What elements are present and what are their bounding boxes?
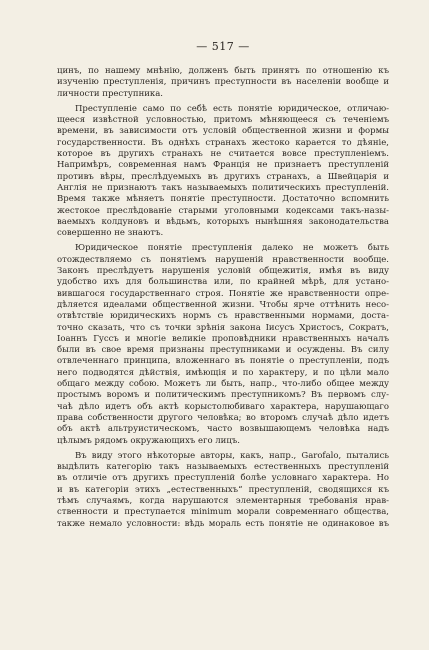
- text-line: времени, въ зависимости отъ условій общественной жизни и формы: [57, 126, 389, 137]
- text-line: дѣляется идеалами общественной жизни. Чтобы ярче оттѣнить несо-: [57, 299, 389, 310]
- text-line: совершенно не знаютъ.: [57, 228, 164, 239]
- text-line: цѣлымъ рядомъ окружающихъ его лицъ.: [57, 435, 240, 446]
- text-line: жестокое преслѣдованіе старыми уголовными кодексами такъ-назы-: [57, 205, 389, 216]
- text-line: щееся извѣстной условностью, притомъ мѣняющееся съ теченіемъ: [57, 115, 389, 126]
- page-body: [57, 66, 389, 530]
- text-line: объ актѣ альтруистическомъ, часто возвышающемъ человѣка надъ: [57, 424, 389, 435]
- text-line: также немало условности: вѣдь мораль есть понятіе не одинаковое въ: [57, 518, 389, 529]
- text-line: Въ виду этого нѣкоторые авторы, какъ, напр., Garofalo, пытались: [75, 450, 389, 461]
- paragraph: [57, 66, 389, 100]
- text-line: удобство ихъ для большинства или, по крайней мѣрѣ, для устано-: [57, 277, 389, 288]
- text-line: личности преступника.: [57, 88, 163, 99]
- text-line: Время также мѣняетъ понятіе преступности. Достаточно вспомнить: [57, 194, 389, 205]
- paragraph: [57, 451, 389, 530]
- text-line: отвлеченнаго принципа, вложеннаго въ понятіе о преступленіи, подъ: [57, 356, 389, 367]
- text-line: права собственности другого человѣка; во второмъ случаѣ дѣло идетъ: [57, 412, 389, 423]
- text-line: точно сказать, что съ точки зрѣнія закона Іисусъ Христосъ, Сократъ,: [57, 322, 389, 333]
- text-line: общаго между собою. Можетъ ли быть, напр., что-либо общее между: [57, 379, 389, 390]
- text-line: тѣмъ случаямъ, когда нарушаются элементарныя требованія нрав-: [57, 495, 389, 506]
- text-line: Іоаннъ Гуссъ и многіе великіе проповѣдники нравственныхъ началъ: [57, 333, 389, 344]
- paragraph: [57, 104, 389, 240]
- text-line: него подводятся дѣйствія, имѣющія и по характеру, и по цѣли мало: [57, 367, 389, 378]
- paragraph: [57, 243, 389, 446]
- page-number: — 517 —: [196, 40, 250, 53]
- text-line: Юридическое понятіе преступленія далеко не можетъ быть: [75, 243, 389, 254]
- text-line: выдѣлить категорію такъ называемыхъ естественныхъ преступленій: [57, 462, 389, 473]
- text-line: простымъ воромъ и политическимъ преступникомъ? Въ первомъ слу-: [57, 390, 389, 401]
- text-line: которое въ другихъ странахъ не считается вовсе преступленіемъ.: [57, 149, 389, 160]
- text-line: противъ вѣры, преслѣдуемыхъ въ другихъ странахъ, а Швейцарія и: [57, 171, 389, 182]
- text-line: изученію преступленія, причинъ преступности въ населеніи вообще и: [57, 77, 389, 88]
- text-line: ваемыхъ колдуновъ и вѣдьмъ, которыхъ нынѣшняя законодательства: [57, 216, 389, 227]
- text-line: отвѣтствіе юридическихъ нормъ съ нравственными нормами, доста-: [57, 311, 389, 322]
- text-line: въ отличіе отъ другихъ преступленій болѣе условнаго характера. Но: [57, 473, 389, 484]
- text-line: были въ свое время признаны преступниками и осуждены. Въ силу: [57, 345, 389, 356]
- text-line: государственности. Въ однѣхъ странахъ жестоко карается то дѣяніе,: [57, 137, 389, 148]
- text-line: Преступленіе само по себѣ есть понятіе юридическое, отличаю-: [75, 103, 389, 114]
- text-line: чаѣ дѣло идетъ объ актѣ корыстолюбиваго характера, нарушающаго: [57, 401, 389, 412]
- text-line: Англія не признаютъ такъ называемыхъ политическихъ преступленій.: [57, 182, 389, 193]
- text-line: цинъ, по нашему мнѣнію, долженъ быть принятъ по отношенію къ: [57, 66, 389, 76]
- text-line: отождествляемо съ понятіемъ нарушеній нравственности вообще.: [57, 254, 389, 265]
- text-line: ственности и преступается minimum морали современнаго общества,: [57, 507, 389, 518]
- text-line: Напримѣръ, современная намъ Франція не признаетъ преступленій: [57, 160, 389, 171]
- text-line: Законъ преслѣдуетъ нарушенія условій общежитія, имѣя въ виду: [57, 266, 389, 277]
- text-line: вившагося государственнаго строя. Понятіе же нравственности опре-: [57, 288, 389, 299]
- text-line: и въ категоріи этихъ „естественныхъ“ преступленій, сводящихся къ: [57, 484, 389, 495]
